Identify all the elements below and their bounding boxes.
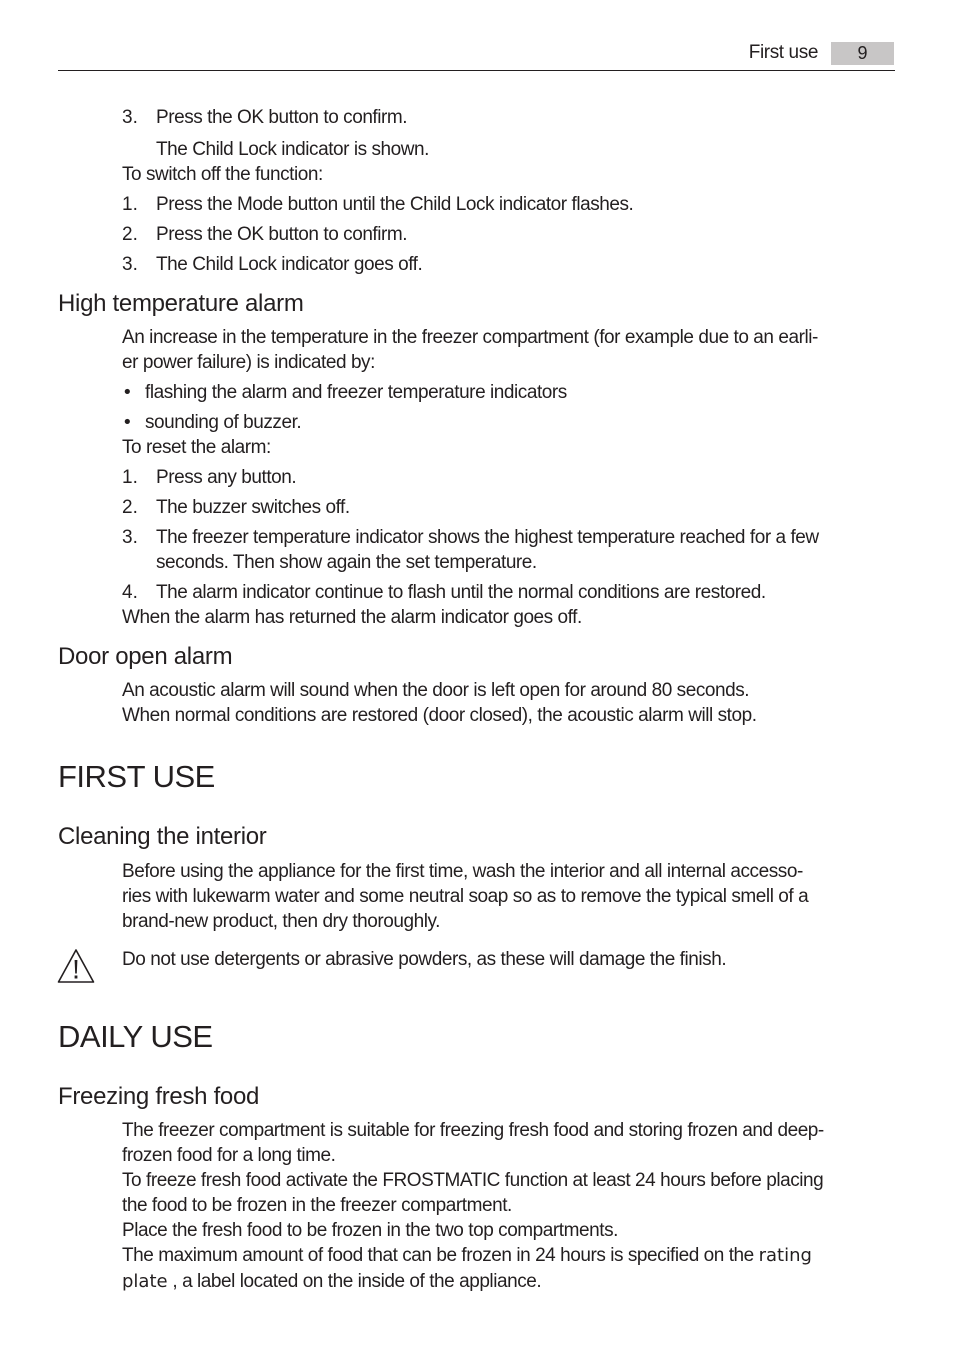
rating-plate-term: rating [758, 1245, 812, 1266]
paragraph-line: An acoustic alarm will sound when the door is left open for around 80 seconds. [122, 680, 750, 701]
step-text: Press any button. [156, 467, 297, 488]
step-text: The buzzer switches off. [156, 497, 350, 518]
section-heading-door-open-alarm: Door open alarm [58, 643, 233, 670]
step-number: 3. [122, 254, 138, 275]
reset-intro: To reset the alarm: [122, 437, 271, 458]
step-number: 3. [122, 107, 138, 128]
page-number: 9 [831, 42, 894, 65]
paragraph-line: er power failure) is indicated by: [122, 352, 375, 373]
paragraph-line: Before using the appliance for the first time, wash the interior and all internal accesso- [122, 861, 803, 882]
step-number: 1. [122, 194, 138, 215]
header-rule [58, 70, 895, 71]
section-heading-high-temp-alarm: High temperature alarm [58, 290, 304, 317]
bullet-text: flashing the alarm and freezer temperature indicators [145, 382, 567, 403]
bullet-icon: • [122, 412, 133, 433]
step-number: 2. [122, 224, 138, 245]
step-text: The Child Lock indicator goes off. [156, 254, 423, 275]
switch-off-intro: To switch off the function: [122, 164, 323, 185]
bullet-text: sounding of buzzer. [145, 412, 302, 433]
step-number: 4. [122, 582, 138, 603]
paragraph-line: Place the fresh food to be frozen in the two top compartments. [122, 1220, 618, 1241]
chapter-title-first-use: FIRST USE [58, 759, 215, 794]
step-number: 2. [122, 497, 138, 518]
paragraph-line: When normal conditions are restored (door closed), the acoustic alarm will stop. [122, 705, 757, 726]
paragraph-line [122, 1269, 541, 1294]
paragraph-line: ries with lukewarm water and some neutral soap so as to remove the typical smell of a [122, 886, 809, 907]
step-number: 3. [122, 527, 138, 548]
bullet-icon: • [122, 382, 133, 403]
step-text: The freezer temperature indicator shows the highest temperature reached for a few [156, 527, 819, 548]
section-heading-freezing-fresh-food: Freezing fresh food [58, 1083, 260, 1110]
paragraph-line: the food to be frozen in the freezer compartment. [122, 1195, 512, 1216]
step-note: The Child Lock indicator is shown. [156, 139, 430, 160]
paragraph-line: When the alarm has returned the alarm indicator goes off. [122, 607, 582, 628]
step-text: Press the Mode button until the Child Lock indicator flashes. [156, 194, 634, 215]
rating-plate-term: plate [122, 1271, 168, 1292]
step-text: Press the OK button to confirm. [156, 107, 408, 128]
chapter-title-daily-use: DAILY USE [58, 1019, 213, 1054]
paragraph-line: To freeze fresh food activate the FROSTMATIC function at least 24 hours before placing [122, 1170, 824, 1191]
step-number: 1. [122, 467, 138, 488]
section-heading-cleaning-interior: Cleaning the interior [58, 823, 267, 850]
step-text-continued: seconds. Then show again the set temperature. [156, 552, 537, 573]
paragraph-text: , a label located on the inside of the appliance. [167, 1271, 542, 1292]
paragraph-line: An increase in the temperature in the freezer compartment (for example due to an earli- [122, 327, 818, 348]
paragraph-line: frozen food for a long time. [122, 1145, 336, 1166]
paragraph-line: The freezer compartment is suitable for freezing fresh food and storing frozen and deep- [122, 1120, 824, 1141]
warning-triangle-icon [57, 948, 95, 984]
paragraph-line [122, 1243, 812, 1268]
step-text: The alarm indicator continue to flash until the normal conditions are restored. [156, 582, 766, 603]
warning-text: Do not use detergents or abrasive powders, as these will damage the finish. [122, 949, 727, 970]
running-header-section: First use [748, 42, 818, 63]
paragraph-line: brand-new product, then dry thoroughly. [122, 911, 440, 932]
paragraph-text: The maximum amount of food that can be frozen in 24 hours is specified on the [122, 1245, 759, 1266]
step-text: Press the OK button to confirm. [156, 224, 408, 245]
